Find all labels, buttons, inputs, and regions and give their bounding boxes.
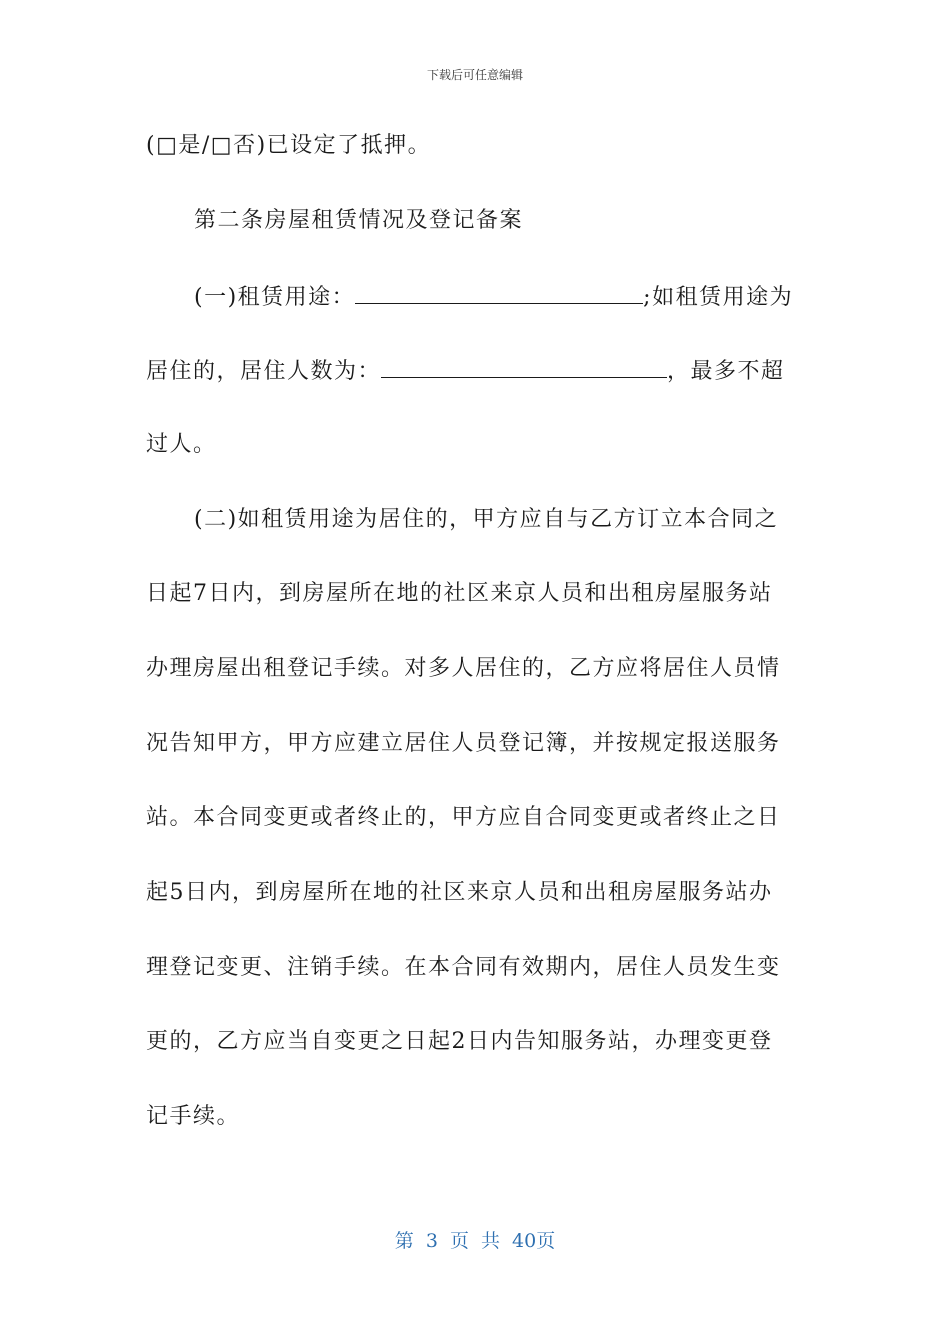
paragraph-line <box>194 281 793 313</box>
paragraph-line: 况告知甲方，甲方应建立居住人员登记簿，并按规定报送服务 <box>146 731 781 756</box>
paragraph-line: 更的，乙方应当自变更之日起2日内告知服务站，办理变更登 <box>146 1029 773 1054</box>
field-suffix: ，最多不超 <box>667 359 785 384</box>
paragraph-line: (□是/□否)已设定了抵押。 <box>146 133 432 158</box>
paragraph-line: 站。本合同变更或者终止的，甲方应自合同变更或者终止之日 <box>146 805 781 830</box>
page-number: 第 3 页 共 40页 <box>394 1230 556 1252</box>
paragraph-line: 起5日内，到房屋所在地的社区来京人员和出租房屋服务站办 <box>146 880 773 905</box>
paragraph-line: 办理房屋出租登记手续。对多人居住的，乙方应将居住人员情 <box>146 656 781 681</box>
paragraph-line: 记手续。 <box>146 1104 241 1129</box>
paragraph-line: (二)如租赁用途为居住的，甲方应自与乙方订立本合同之 <box>194 507 779 532</box>
field-suffix: ;如租赁用途为 <box>643 285 794 310</box>
fill-in-blank[interactable] <box>355 281 643 304</box>
paragraph-line: 理登记变更、注销手续。在本合同有效期内，居住人员发生变 <box>146 955 781 980</box>
field-label: (一)租赁用途： <box>194 285 356 310</box>
field-label: 居住的，居住人数为： <box>146 359 382 384</box>
page-header: 下载后可任意编辑 <box>426 68 523 82</box>
paragraph-line: 日起7日内，到房屋所在地的社区来京人员和出租房屋服务站 <box>146 581 773 606</box>
section-heading: 第二条房屋租赁情况及登记备案 <box>194 208 524 233</box>
paragraph-line: 过人。 <box>146 432 217 457</box>
fill-in-blank[interactable] <box>381 355 667 378</box>
paragraph-line <box>146 355 785 387</box>
